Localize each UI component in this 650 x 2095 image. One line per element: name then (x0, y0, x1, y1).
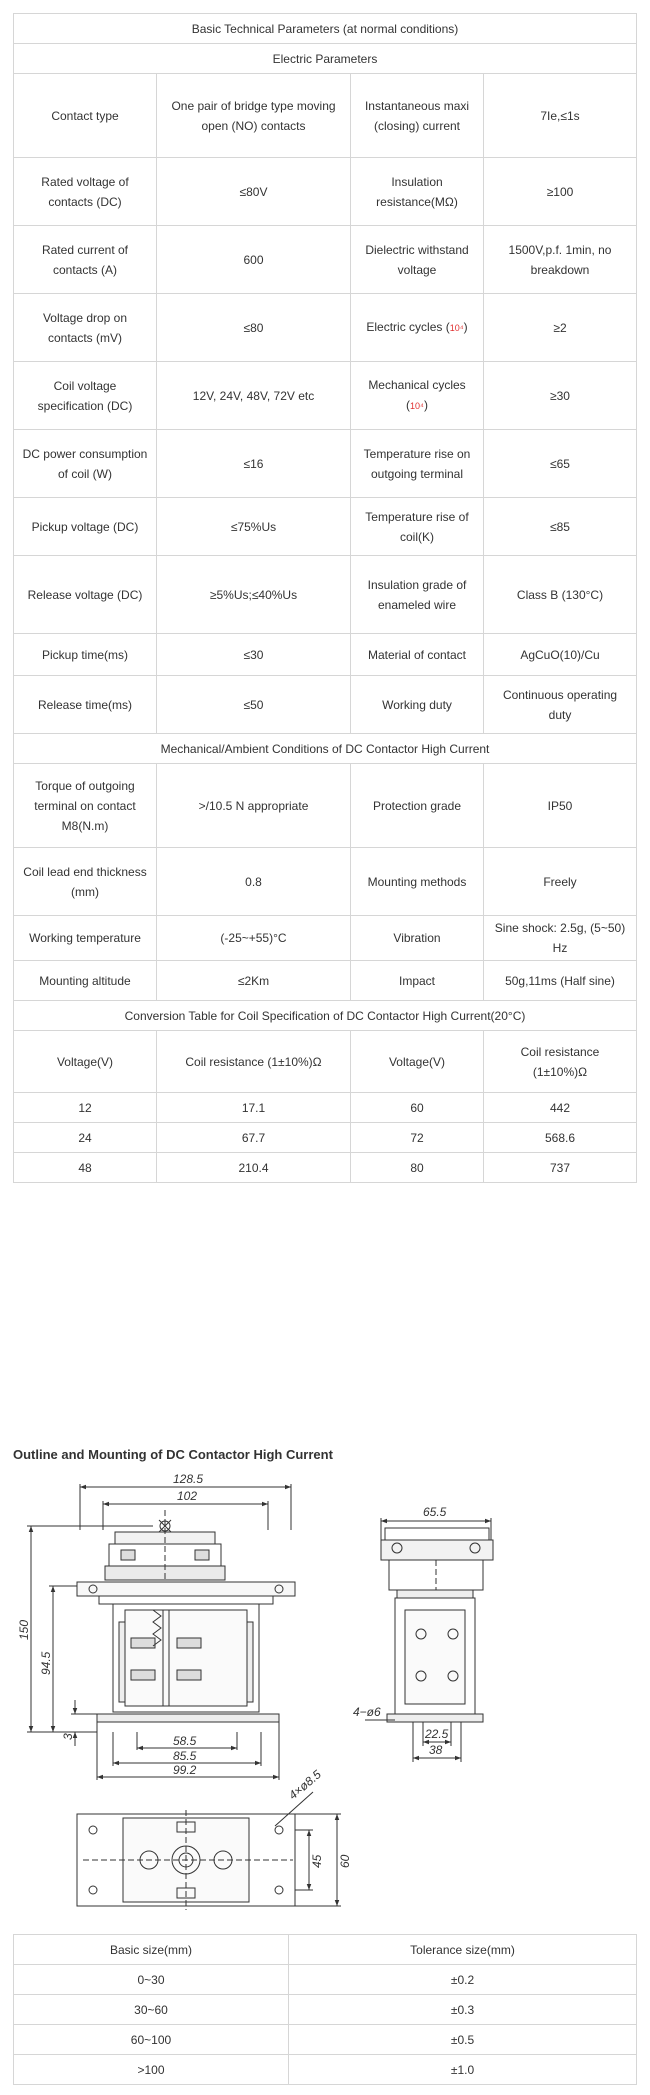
section-row (14, 44, 637, 74)
outline-title: Outline and Mounting of DC Contactor High Current (13, 1447, 333, 1462)
table-cell: 7Ie,≤1s (484, 74, 637, 158)
title-row (14, 14, 637, 44)
table-cell: 48 (14, 1153, 157, 1183)
section-title: Conversion Table for Coil Specification of DC Contactor High Current(20°C) (14, 1001, 637, 1031)
dim-holes-8-5: 4×ø8.5 (285, 1767, 324, 1803)
table-row (14, 430, 637, 498)
table-cell: ±0.5 (289, 2025, 637, 2055)
table-cell: Continuous operating duty (484, 676, 637, 734)
dim-150: 150 (17, 1619, 31, 1640)
table-row (14, 961, 637, 1001)
technical-parameters-table (13, 13, 637, 1183)
table-row (14, 362, 637, 430)
table-cell: Contact type (14, 74, 157, 158)
table-cell: 80 (351, 1153, 484, 1183)
table-cell: Coil voltage specification (DC) (14, 362, 157, 430)
table-cell: ≤80 (157, 294, 351, 362)
table-cell: Voltage drop on contacts (mV) (14, 294, 157, 362)
table-cell: 30~60 (14, 1995, 289, 2025)
table-header-row (14, 1935, 637, 1965)
cycles-exponent: 10⁴ (449, 323, 464, 333)
section-title: Electric Parameters (14, 44, 637, 74)
table-cell: Insulation grade of enameled wire (351, 556, 484, 634)
tolerance-table (13, 1934, 637, 2085)
table-cell: ≥2 (484, 294, 637, 362)
dim-94-5: 94.5 (39, 1651, 53, 1675)
table-cell: ≤85 (484, 498, 637, 556)
top-view (77, 1792, 341, 1910)
table-cell: Mounting altitude (14, 961, 157, 1001)
table-cell: Torque of outgoing terminal on contact M8(N.m) (14, 764, 157, 848)
table-cell: Sine shock: 2.5g, (5~50) Hz (484, 916, 637, 961)
table-row (14, 634, 637, 676)
dim-99-2: 99.2 (173, 1763, 197, 1777)
table-cell: 568.6 (484, 1123, 637, 1153)
dim-hole-6: 4−ø6 (353, 1705, 381, 1719)
table-cell: ≤75%Us (157, 498, 351, 556)
table-cell: Vibration (351, 916, 484, 961)
column-header: Coil resistance (1±10%)Ω (157, 1031, 351, 1093)
table-row (14, 294, 637, 362)
table-cell: Pickup time(ms) (14, 634, 157, 676)
table-cell: Mounting methods (351, 848, 484, 916)
table-cell: 67.7 (157, 1123, 351, 1153)
table-cell: ≤65 (484, 430, 637, 498)
table-cell: Rated voltage of contacts (DC) (14, 158, 157, 226)
dim-65-5: 65.5 (423, 1505, 447, 1519)
table-row (14, 226, 637, 294)
outline-drawing (13, 1470, 636, 1930)
table-cell: ±0.2 (289, 1965, 637, 1995)
table-cell: Rated current of contacts (A) (14, 226, 157, 294)
table-row (14, 848, 637, 916)
column-header: Voltage(V) (14, 1031, 157, 1093)
dim-45: 45 (310, 1854, 324, 1868)
table-row (14, 74, 637, 158)
table-cell: Instantaneous maxi (closing) current (351, 74, 484, 158)
table-cell: 17.1 (157, 1093, 351, 1123)
dim-102: 102 (177, 1489, 198, 1503)
dim-85-5: 85.5 (173, 1749, 197, 1763)
dim-22-5: 22.5 (425, 1727, 449, 1741)
table-cell: Class B (130°C) (484, 556, 637, 634)
dim-58-5: 58.5 (173, 1734, 197, 1748)
cycles-close: ) (423, 398, 428, 412)
table-cell: ≤80V (157, 158, 351, 226)
table-cell: 442 (484, 1093, 637, 1123)
table-cell: One pair of bridge type moving open (NO) contacts (157, 74, 351, 158)
table-cell: Temperature rise of coil(K) (351, 498, 484, 556)
table-cell: ±0.3 (289, 1995, 637, 2025)
table-cell: Dielectric withstand voltage (351, 226, 484, 294)
table-cell: Insulation resistance(MΩ) (351, 158, 484, 226)
table-cell: ≤50 (157, 676, 351, 734)
table-row (14, 1153, 637, 1183)
table-row (14, 556, 637, 634)
table-row (14, 158, 637, 226)
table-cell: 12 (14, 1093, 157, 1123)
table-header-row (14, 1031, 637, 1093)
table-cell: Freely (484, 848, 637, 916)
table-cell: 600 (157, 226, 351, 294)
table-row (14, 1123, 637, 1153)
table-cell: Coil lead end thickness (mm) (14, 848, 157, 916)
table-cell: Pickup voltage (DC) (14, 498, 157, 556)
table-cell: 12V, 24V, 48V, 72V etc (157, 362, 351, 430)
table-cell: ≤16 (157, 430, 351, 498)
table-row (14, 498, 637, 556)
table-row (14, 676, 637, 734)
table-cell: 50g,11ms (Half sine) (484, 961, 637, 1001)
cycles-label (351, 362, 484, 430)
table-cell: DC power consumption of coil (W) (14, 430, 157, 498)
table-cell: 60 (351, 1093, 484, 1123)
table-cell: ≤30 (157, 634, 351, 676)
table-row (14, 764, 637, 848)
table-cell: 72 (351, 1123, 484, 1153)
table-cell: Protection grade (351, 764, 484, 848)
table-cell: 24 (14, 1123, 157, 1153)
column-header: Tolerance size(mm) (289, 1935, 637, 1965)
side-view (365, 1518, 493, 1762)
table-cell: Temperature rise on outgoing terminal (351, 430, 484, 498)
table-row (14, 1093, 637, 1123)
table-cell: Release voltage (DC) (14, 556, 157, 634)
cycles-close: ) (463, 320, 468, 334)
dim-38: 38 (429, 1743, 443, 1757)
cycles-text: Electric cycles ( (366, 320, 450, 334)
table-cell: Working duty (351, 676, 484, 734)
dim-3: 3 (61, 1733, 75, 1740)
table-cell: Release time(ms) (14, 676, 157, 734)
table-cell: 60~100 (14, 2025, 289, 2055)
table-row (14, 916, 637, 961)
table-row (14, 2055, 637, 2085)
table-row (14, 1995, 637, 2025)
dim-128-5: 128.5 (173, 1472, 204, 1486)
cycles-label (351, 294, 484, 362)
table-row (14, 1965, 637, 1995)
table-cell: Impact (351, 961, 484, 1001)
table-cell: Working temperature (14, 916, 157, 961)
section-row (14, 734, 637, 764)
cycles-exponent: 10⁴ (410, 401, 424, 411)
table-cell: 210.4 (157, 1153, 351, 1183)
table-cell: ≥30 (484, 362, 637, 430)
section-row (14, 1001, 637, 1031)
table-cell: 1500V,p.f. 1min, no breakdown (484, 226, 637, 294)
table-cell: ≤2Km (157, 961, 351, 1001)
table-cell: IP50 (484, 764, 637, 848)
table-cell: >/10.5 N appropriate (157, 764, 351, 848)
dim-60: 60 (338, 1854, 352, 1868)
table-cell: ±1.0 (289, 2055, 637, 2085)
table-row (14, 2025, 637, 2055)
table-cell: ≥5%Us;≤40%Us (157, 556, 351, 634)
column-header: Basic size(mm) (14, 1935, 289, 1965)
table-cell: >100 (14, 2055, 289, 2085)
cycles-text: Mechanical cycles ( (368, 378, 466, 412)
table-cell: 737 (484, 1153, 637, 1183)
column-header: Coil resistance (1±10%)Ω (484, 1031, 637, 1093)
table-cell: 0.8 (157, 848, 351, 916)
table-cell: 0~30 (14, 1965, 289, 1995)
table-cell: Material of contact (351, 634, 484, 676)
column-header: Voltage(V) (351, 1031, 484, 1093)
table-cell: (-25~+55)°C (157, 916, 351, 961)
table-title: Basic Technical Parameters (at normal conditions) (14, 14, 637, 44)
table-cell: ≥100 (484, 158, 637, 226)
table-cell: AgCuO(10)/Cu (484, 634, 637, 676)
section-title: Mechanical/Ambient Conditions of DC Contactor High Current (14, 734, 637, 764)
